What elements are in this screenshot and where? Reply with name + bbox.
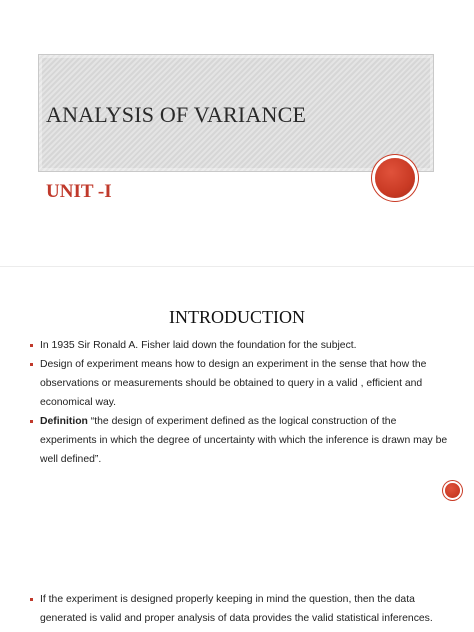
bullet-icon bbox=[30, 363, 33, 366]
title-slide bbox=[0, 0, 474, 265]
slide-divider bbox=[0, 266, 474, 267]
unit-label: UNIT -I bbox=[46, 181, 112, 202]
bullet-text: In 1935 Sir Ronald A. Fisher laid down the foundation for the subject. bbox=[40, 340, 357, 351]
bullet-icon bbox=[30, 420, 33, 423]
decorative-circle-small-icon bbox=[445, 483, 460, 498]
section-heading: INTRODUCTION bbox=[169, 307, 305, 327]
bullet-list-continued bbox=[30, 590, 458, 628]
slide-title: ANALYSIS OF VARIANCE bbox=[46, 102, 307, 127]
list-item bbox=[30, 355, 450, 412]
list-item bbox=[30, 336, 450, 355]
bullet-text: “the design of experiment defined as the logical construction of the experiments in which the degree of uncertainty with which the inference is drawn may be well defined”. bbox=[40, 416, 448, 465]
bullet-text: If the experiment is designed properly keeping in mind the question, then the data generated is valid and proper analysis of data provides the valid statistical inferences. bbox=[40, 594, 433, 624]
bullet-icon bbox=[30, 344, 33, 347]
bullet-text: Design of experiment means how to design an experiment in the sense that how the observations or measurements should be obtained to query in a valid , efficient and economical way. bbox=[40, 359, 427, 408]
list-item bbox=[30, 412, 450, 469]
bullet-list bbox=[30, 336, 450, 469]
definition-term: Definition bbox=[40, 416, 91, 427]
bullet-icon bbox=[30, 598, 33, 601]
decorative-circle-icon bbox=[375, 158, 415, 198]
list-item bbox=[30, 590, 458, 628]
